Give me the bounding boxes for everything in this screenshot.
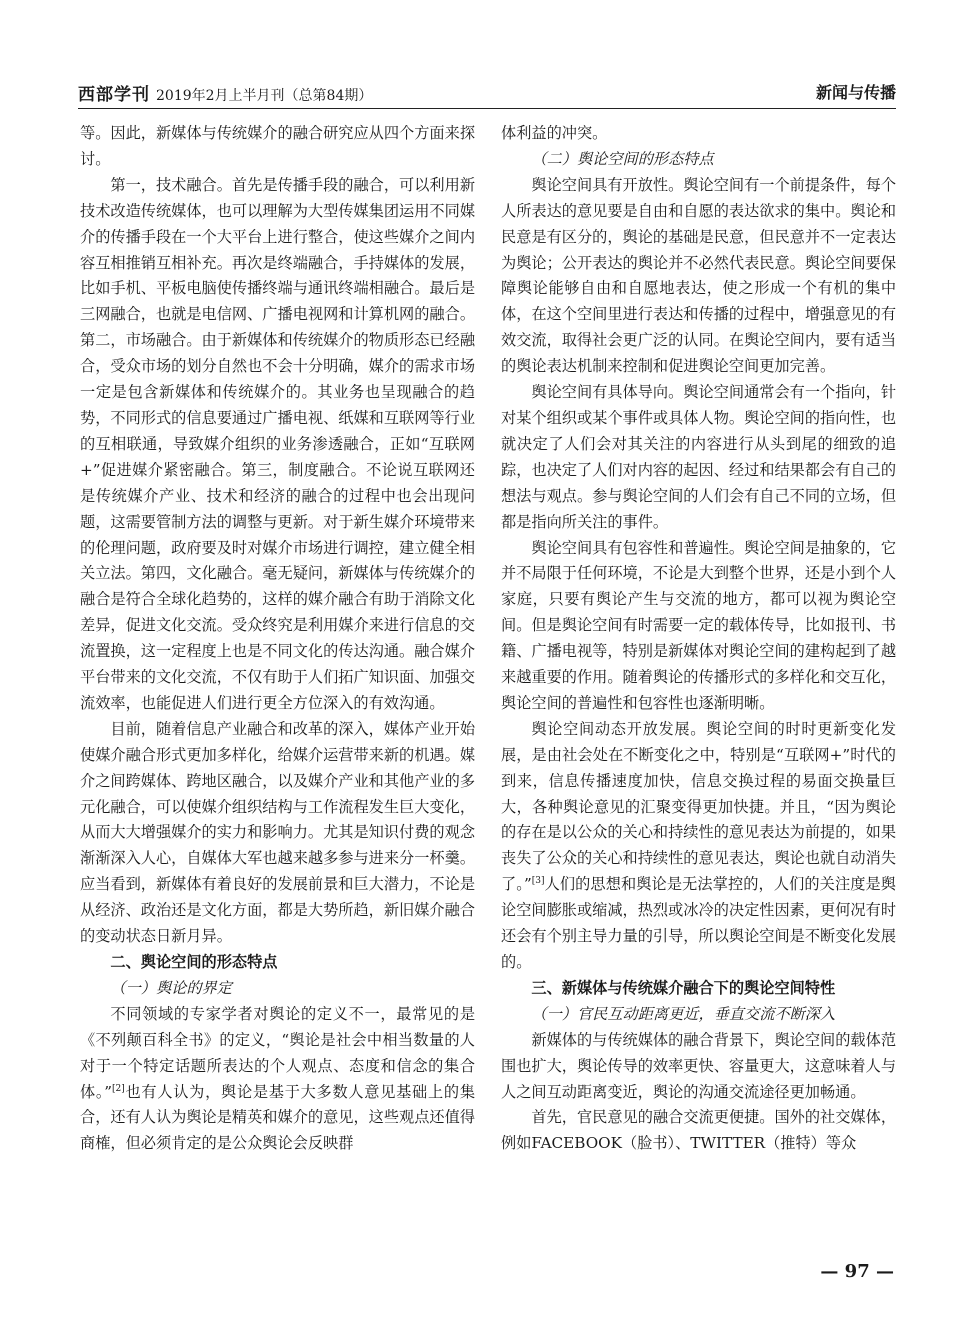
paragraph-text: 体利益的冲突。 <box>501 124 608 142</box>
paragraph-text: 等。因此，新媒体与传统媒介的融合研究应从四个方面来探讨。 <box>80 124 475 168</box>
paragraph-text: 舆论空间动态开放发展。舆论空间的时时更新变化发展，是由社会处在不断变化之中，特别是“互联网+”时代的到来，信息传播速度加快，信息交换过程的易面交换量巨大，各种舆论意见的汇聚变得更加快捷。并且，“因为舆论的存在是以公众的关心和持续性的意见表达为前提的，如果丧失了公众的关心和持续性的意见表达，舆论也就自动消失了。” <box>501 719 896 894</box>
right-column <box>501 121 896 1266</box>
paragraph <box>501 380 896 535</box>
page-number: — 97 — <box>820 1261 894 1282</box>
paragraph-text: （二）舆论空间的形态特点 <box>531 149 714 168</box>
header-left <box>78 80 372 105</box>
paragraph-text-continued: 也有人认为，舆论是基于大多数人意见基础上的集合，还有人认为舆论是精英和媒介的意见，这些观点还值得商榷，但必须肯定的是公众舆论会反映群 <box>80 1082 475 1153</box>
paragraph-text: 新媒体的与传统媒体的融合背景下，舆论空间的载体范围也扩大，舆论传导的效率更快、容量更大，这意味着人与人之间互动距离变近，舆论的沟通交流途径更加畅通。 <box>501 1030 896 1101</box>
paragraph-text: 第一，技术融合。首先是传播手段的融合，可以利用新技术改造传统媒体，也可以理解为大型传媒集团运用不同媒介的传播手段在一个大平台上进行整合，使这些媒介之间内容互相推销互相补充。再次是终端融合，手持媒体的发展，比如手机、平板电脑使传播终端与通讯终端相融合。最后是三网融合，也就是电信网、广播电视网和计算机网的融合。第二，市场融合。由于新媒体和传统媒介的物质形态已经融合，受众市场的划分自然也不会十分明确，媒介的需求市场一定是包含新媒体和传统媒介的。其业务也呈现融合的趋势，不同形式的信息要通过广播电视、纸媒和互联网等行业的互相联通，导致媒介组织的业务渗透融合，正如“互联网+”促进媒介紧密融合。第三，制度融合。不论说互联网还是传统媒介产业、技术和经济的融合的过程中也会出现问题，这需要管制方法的调整与更新。对于新生媒介环境带来的伦理问题，政府要及时对媒介市场进行调控，建立健全相关立法。第四，文化融合。毫无疑问，新媒体与传统媒介的融合是符合全球化趋势的，这样的媒介融合有助于消除文化差异，促进文化交流。受众终究是利用媒介来进行信息的交流置换，这一定程度上也是不同文化的传达沟通。融合媒介平台带来的文化交流，不仅有助于人们拓广知识面、加强交流效率，也能促进人们进行更全方位深入的有效沟通。 <box>80 175 475 712</box>
running-header <box>78 80 896 105</box>
section-name: 新闻与传播 <box>815 83 896 102</box>
paragraph-text: 二、舆论空间的形态特点 <box>110 953 278 971</box>
paragraph <box>501 121 896 147</box>
issue-info: 2019年2月上半月刊（总第84期） <box>156 88 373 104</box>
subsection-heading <box>501 1002 896 1028</box>
paragraph <box>501 1028 896 1106</box>
paragraph <box>80 717 475 950</box>
citation-marker: [2] <box>112 1083 125 1094</box>
paragraph-text: 舆论空间有具体导向。舆论空间通常会有一个指向，针对某个组织或某个事件或具体人物。舆论空间的指向性，也就决定了人们会对其关注的内容进行从头到尾的细致的追踪，也决定了人们对内容的起因、经过和结果都会有自己的想法与观点。参与舆论空间的人们会有自己不同的立场，但都是指向所关注的事件。 <box>501 383 896 531</box>
paragraph <box>80 121 475 173</box>
paragraph-text: 三、新媒体与传统媒介融合下的舆论空间特性 <box>531 978 836 997</box>
paragraph-text: 目前，随着信息产业融合和改革的深入，媒体产业开始使媒介融合形式更加多样化，给媒介运营带来新的机遇。媒介之间跨媒体、跨地区融合，以及媒介产业和其他产业的多元化融合，可以使媒介组织结构与工作流程发生巨大变化，从而大大增强媒介的实力和影响力。尤其是知识付费的观念渐渐深入人心，自媒体大军也越来越多参与进来分一杯羹。应当看到，新媒体有着良好的发展前景和巨大潜力，不论是从经济、政治还是文化方面，都是大势所趋，新旧媒介融合的变动状态日新月异。 <box>80 719 475 946</box>
paragraph-text: （一）舆论的界定 <box>110 978 232 997</box>
journal-name: 西部学刊 <box>78 85 150 105</box>
header-rule <box>78 108 896 109</box>
paragraph-text: 舆论空间具有包容性和普遍性。舆论空间是抽象的，它并不局限于任何环境，不论是大到整个世界，还是小到个人家庭，只要有舆论产生与交流的地方，都可以视为舆论空间。但是舆论空间有时需要一定的载体传导，比如报刊、书籍、广播电视等，特别是新媒体对舆论空间的建构起到了越来越重要的作用。随着舆论的传播形式的多样化和交互化，舆论空间的普遍性和包容性也逐渐明晰。 <box>501 538 896 712</box>
paragraph <box>501 717 896 976</box>
paragraph-text: 首先，官民意见的融合交流更便捷。国外的社交媒体，例如FACEBOOK（脸书）、TWITTER（推特）等众 <box>501 1108 896 1153</box>
citation-marker: [3] <box>531 876 545 887</box>
paragraph-text: 舆论空间具有开放性。舆论空间有一个前提条件，每个人所表达的意见要是自由和自愿的表达欲求的集中。舆论和民意是有区分的，舆论的基础是民意，但民意并不一定表达为舆论；公开表达的舆论并不必然代表民意。舆论空间要保障舆论能够自由和自愿地表达，使之形成一个有机的集中体，在这个空间里进行表达和传播的过程中，增强意见的有效交流，取得社会更广泛的认同。在舆论空间内，要有适当的舆论表达机制来控制和促进舆论空间更加完善。 <box>501 175 896 376</box>
subsection-heading <box>80 976 475 1002</box>
paragraph <box>80 1002 475 1157</box>
section-heading <box>501 976 896 1002</box>
paragraph <box>501 173 896 380</box>
left-column <box>80 121 475 1266</box>
paragraph <box>501 536 896 717</box>
subsection-heading <box>501 147 896 173</box>
paragraph <box>501 1105 896 1157</box>
paragraph-text: 不同领域的专家学者对舆论的定义不一，最常见的是《不列颠百科全书》的定义，“舆论是社会中相当数量的人对于一个特定话题所表达的个人观点、态度和信念的集合体。” <box>80 1004 475 1101</box>
paragraph <box>80 173 475 717</box>
paragraph-text-continued: 人们的思想和舆论是无法掌控的，人们的关注度是舆论空间膨胀或缩减，热烈或冰冷的决定性因素，更何况有时还会有个别主导力量的引导，所以舆论空间是不断变化发展的。 <box>501 875 896 971</box>
paragraph-text: （一）官民互动距离更近，垂直交流不断深入 <box>531 1004 836 1023</box>
section-heading <box>80 950 475 976</box>
